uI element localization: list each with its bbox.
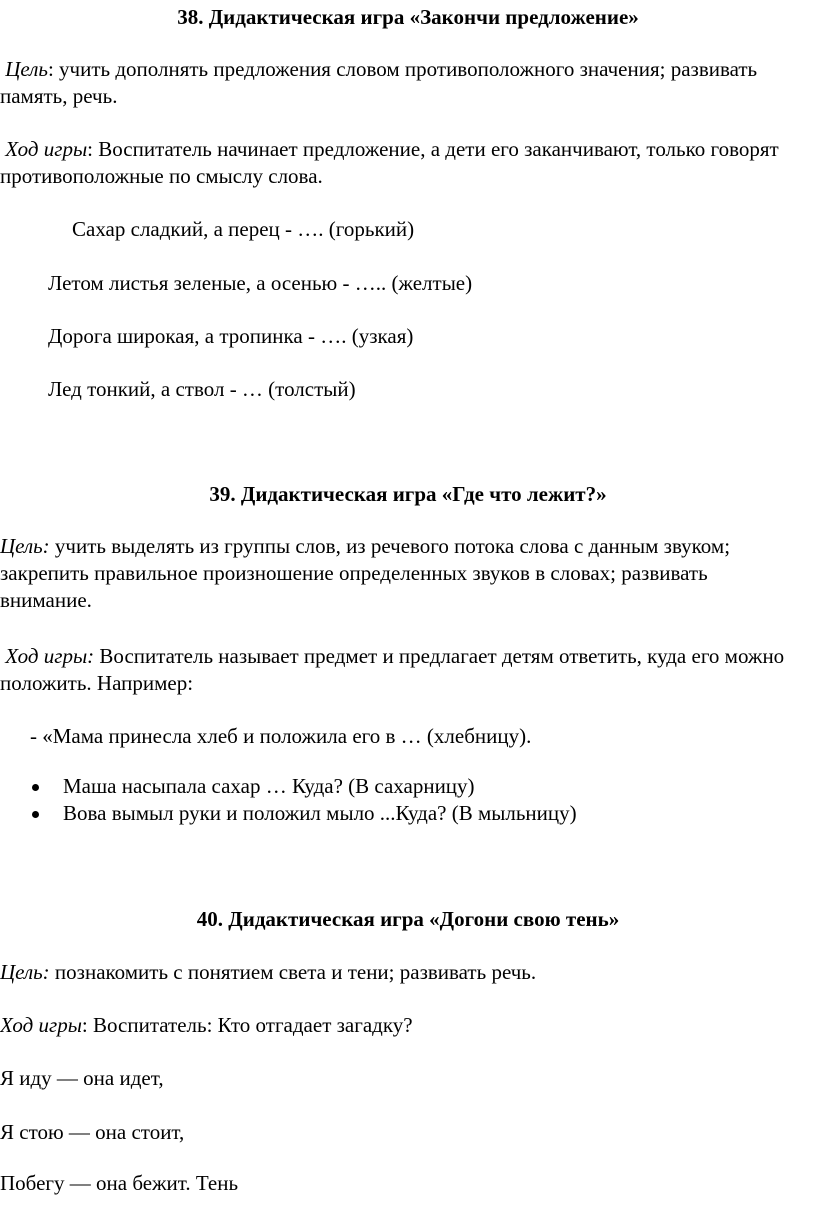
goal-label: Цель:	[0, 534, 50, 558]
goal-label: Цель:	[0, 960, 50, 984]
section-39-course	[0, 643, 800, 697]
section-39-heading: 39. Дидактическая игра «Где что лежит?»	[209, 482, 607, 506]
bullet-icon	[32, 784, 39, 791]
course-label: Ход игры:	[5, 644, 95, 668]
section-40-heading: 40. Дидактическая игра «Догони свою тень»	[196, 907, 620, 931]
example-line: Сахар сладкий, а перец - …. (горький)	[72, 217, 415, 241]
section-40-course	[0, 1012, 800, 1039]
bullet-text: Вова вымыл руки и положил мыло ...Куда? (В мыльницу)	[63, 801, 577, 825]
example-line: Дорога широкая, а тропинка - …. (узкая)	[48, 324, 414, 348]
example-line: Летом листья зеленые, а осенью - ….. (желтые)	[48, 271, 473, 295]
riddle-line: Побегу — она бежит. Тень	[0, 1171, 239, 1195]
course-text: Воспитатель называет предмет и предлагает детям ответить, куда его можно положить. Например:	[0, 644, 785, 695]
course-text: : Воспитатель начинает предложение, а дети его заканчивают, только говорят противоположные по смыслу слова.	[0, 137, 779, 188]
section-38-heading: 38. Дидактическая игра «Закончи предложение»	[177, 5, 639, 29]
section-40-goal	[0, 959, 800, 986]
section-38-goal	[0, 56, 800, 110]
goal-label: Цель	[5, 57, 48, 81]
goal-text: познакомить с понятием света и тени; развивать речь.	[49, 960, 537, 984]
bullet-text: Маша насыпала сахар … Куда? (В сахарницу)	[63, 774, 475, 798]
riddle-line: Я стою — она стоит,	[0, 1120, 185, 1144]
section-38-course	[0, 136, 800, 190]
goal-text: : учить дополнять предложения словом противоположного значения; развивать память, речь.	[0, 57, 758, 108]
section-39-goal	[0, 533, 800, 614]
riddle-line: Я иду — она идет,	[0, 1066, 164, 1090]
goal-text: учить выделять из группы слов, из речевого потока слова с данным звуком; закрепить правильное произношение определенных звуков в словах; развивать внимание.	[0, 534, 731, 612]
course-label: Ход игры	[0, 1013, 82, 1037]
dash-list-item: - «Мама принесла хлеб и положила его в … (хлебницу).	[30, 724, 532, 748]
example-line: Лед тонкий, а ствол - … (толстый)	[48, 377, 356, 401]
course-text: : Воспитатель: Кто отгадает загадку?	[81, 1013, 413, 1037]
course-label: Ход игры	[5, 137, 88, 161]
bullet-icon	[32, 811, 39, 818]
